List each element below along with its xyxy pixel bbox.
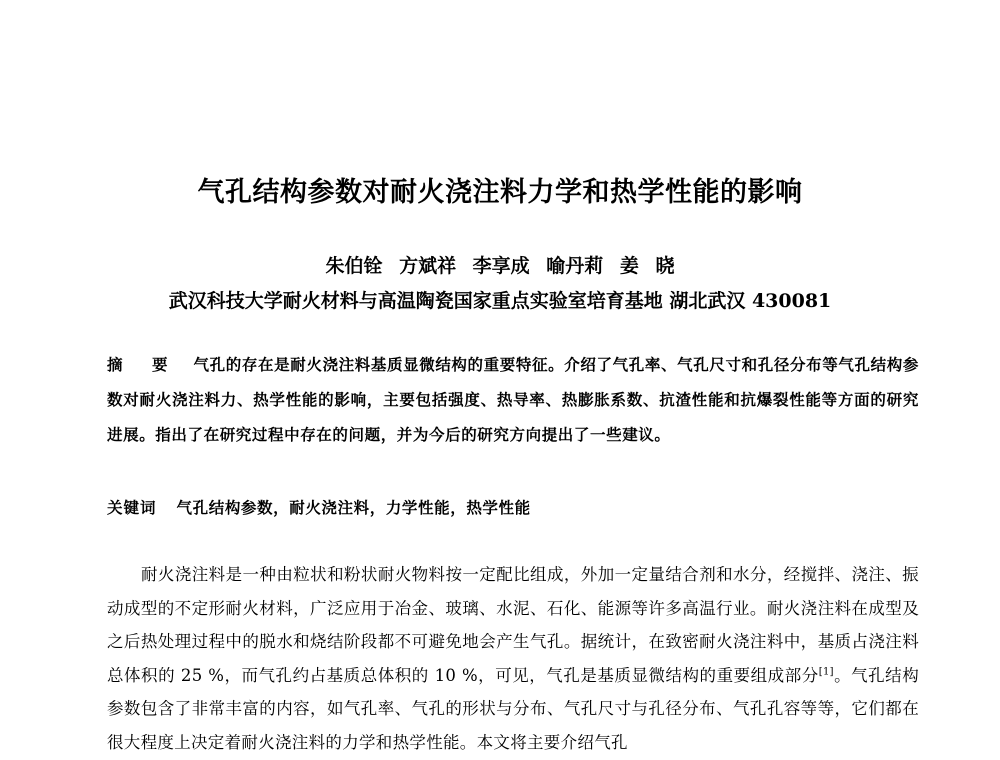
affiliation: 武汉科技大学耐火材料与高温陶瓷国家重点实验室培育基地 湖北武汉 430081 (168, 290, 832, 312)
body-text-part2: 。气孔结构参数包含了非常丰富的内容，如气孔率、气孔的形状与分布、气孔尺寸与孔径分布、气孔孔容等等，它们都在很大程度上决定着耐火浇注料的力学和热学性能。本文将主要介绍气孔 (107, 665, 919, 752)
abstract-label: 摘 要 (107, 355, 180, 374)
paper-title: 气孔结构参数对耐火浇注料力学和热学性能的影响 (197, 177, 803, 208)
body-paragraph (107, 558, 919, 759)
abstract-text: 气孔的存在是耐火浇注料基质显微结构的重要特征。介绍了气孔率、气孔尺寸和孔径分布等气孔结构参数对耐火浇注料力、热学性能的影响，主要包括强度、热导率、热膨胀系数、抗渣性能和抗爆裂性能等方面的研究进展。指出了在研究过程中存在的问题，并为今后的研究方向提出了一些建议。 (107, 355, 919, 444)
abstract (107, 347, 919, 452)
citation-ref: [1] (818, 666, 834, 677)
keywords-label: 关键词 (107, 498, 157, 517)
keywords-text: 气孔结构参数，耐火浇注料，力学性能，热学性能 (176, 498, 531, 517)
author-list: 朱伯铨 方斌祥 李享成 喻丹莉 姜 晓 (325, 255, 675, 277)
keywords (107, 494, 919, 522)
body-text-part1: 耐火浇注料是一种由粒状和粉状耐火物料按一定配比组成，外加一定量结合剂和水分，经搅拌、浇注、振动成型的不定形耐火材料，广泛应用于冶金、玻璃、水泥、石化、能源等许多高温行业。耐火浇注料在成型及之后热处理过程中的脱水和烧结阶段都不可避免地会产生气孔。据统计，在致密耐火浇注料中，基质占浇注料总体积的 25 %，而气孔约占基质总体积的 10 %，可见，气孔是基质显微结构的重要组成部分 (107, 565, 919, 685)
